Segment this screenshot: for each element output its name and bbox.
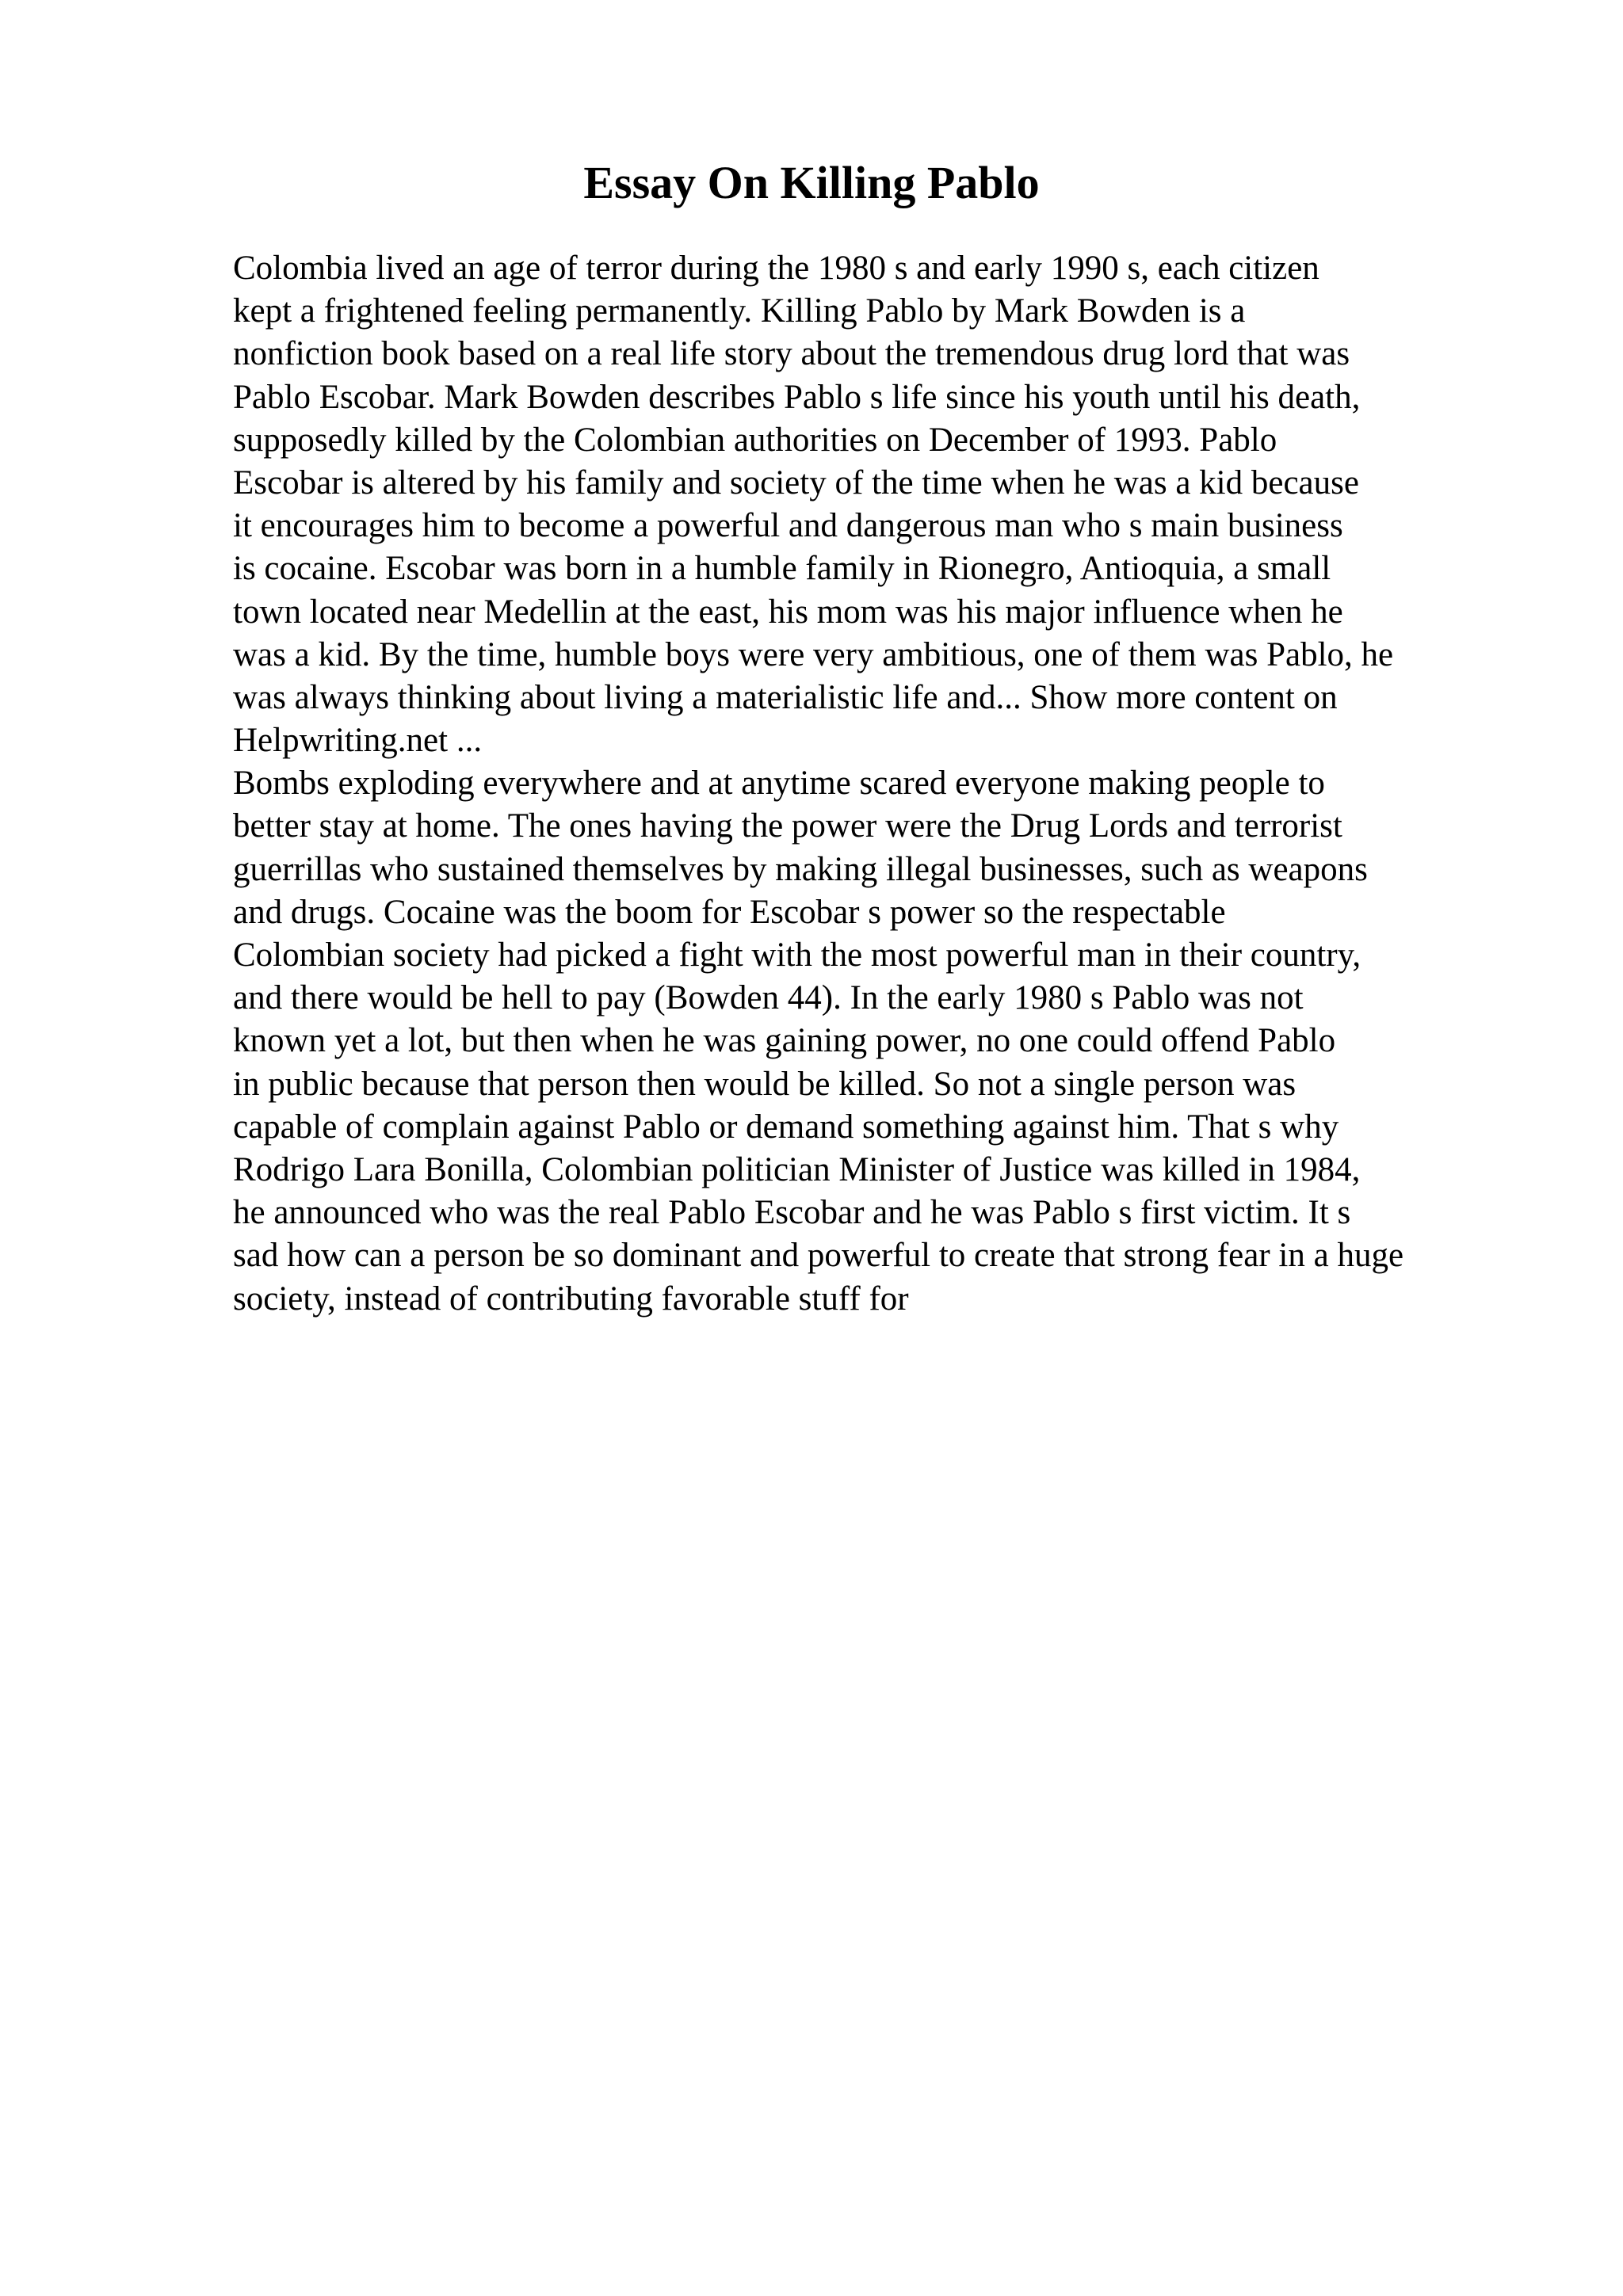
essay-line: society, instead of contributing favorable stuff for (233, 1280, 909, 1318)
essay-line: nonfiction book based on a real life story about the tremendous drug lord that was (233, 335, 1350, 373)
essay-line: capable of complain against Pablo or demand something against him. That s why (233, 1108, 1339, 1146)
essay-line: Pablo Escobar. Mark Bowden describes Pablo s life since his youth until his death, (233, 378, 1361, 416)
essay-line: was always thinking about living a materialistic life and... Show more content on (233, 678, 1338, 716)
essay-line: Escobar is altered by his family and society of the time when he was a kid because (233, 463, 1359, 502)
essay-line: Helpwriting.net ... (233, 722, 483, 760)
essay-title: Essay On Killing Pablo (583, 157, 1040, 208)
essay-line: town located near Medellin at the east, his mom was his major influence when he (233, 593, 1343, 631)
essay-body (233, 247, 1403, 1321)
essay-line: better stay at home. The ones having the power were the Drug Lords and terrorist (233, 807, 1342, 845)
essay-line: guerrillas who sustained themselves by making illegal businesses, such as weapons (233, 850, 1368, 888)
essay-line: is cocaine. Escobar was born in a humble family in Rionegro, Antioquia, a small (233, 550, 1331, 588)
essay-line: supposedly killed by the Colombian authorities on December of 1993. Pablo (233, 421, 1277, 459)
essay-line: and drugs. Cocaine was the boom for Escobar s power so the respectable (233, 893, 1226, 931)
essay-line: and there would be hell to pay (Bowden 44). In the early 1980 s Pablo was not (233, 979, 1304, 1017)
essay-line: Colombian society had picked a fight with the most powerful man in their country, (233, 936, 1361, 974)
essay-line: Rodrigo Lara Bonilla, Colombian politician Minister of Justice was killed in 1984, (233, 1150, 1361, 1188)
essay-line: it encourages him to become a powerful and dangerous man who s main business (233, 507, 1343, 545)
essay-line: in public because that person then would be killed. So not a single person was (233, 1065, 1296, 1103)
essay-line: Bombs exploding everywhere and at anytime scared everyone making people to (233, 765, 1325, 803)
essay-line: was a kid. By the time, humble boys were very ambitious, one of them was Pablo, he (233, 635, 1394, 673)
essay-line: he announced who was the real Pablo Escobar and he was Pablo s first victim. It s (233, 1194, 1351, 1232)
essay-line: kept a frightened feeling permanently. Killing Pablo by Mark Bowden is a (233, 292, 1246, 330)
essay-line: known yet a lot, but then when he was gaining power, no one could offend Pablo (233, 1022, 1336, 1060)
essay-line: sad how can a person be so dominant and powerful to create that strong fear in a huge (233, 1237, 1404, 1275)
essay-line: Colombia lived an age of terror during the 1980 s and early 1990 s, each citizen (233, 250, 1319, 287)
